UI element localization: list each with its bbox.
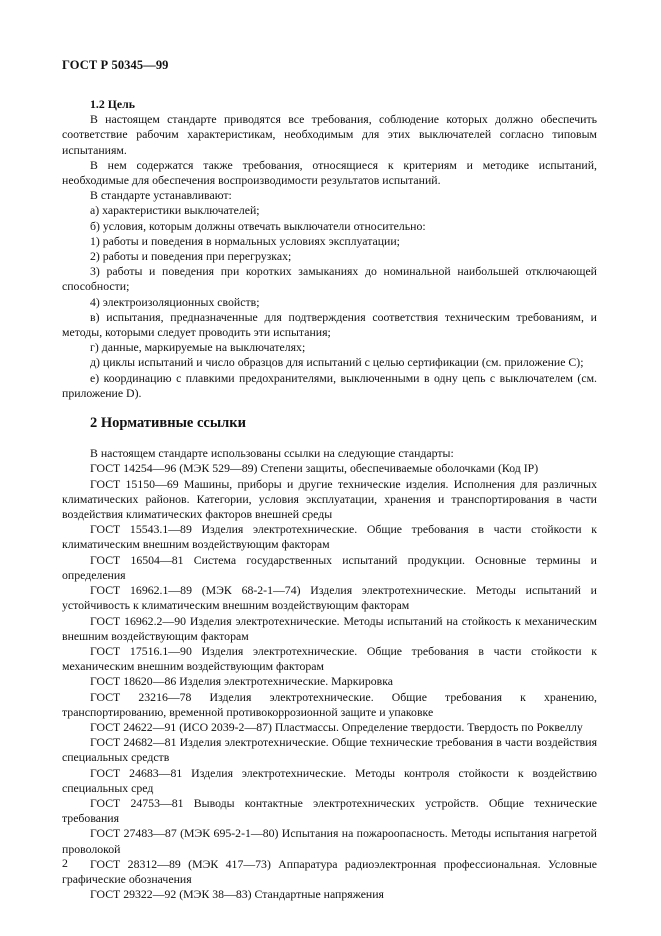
document-header: ГОСТ Р 50345—99 [62,58,169,72]
reference-item: ГОСТ 23216—78 Изделия электротехнические. Общие требования к хранению, транспортированию, временной противокоррозионной защите и упаковке [62,689,597,719]
list-item: д) циклы испытаний и число образцов для испытаний с целью сертификации (см. приложение С); [90,355,584,370]
reference-item: ГОСТ 24682—81 Изделия электротехнические. Общие технические требования в части воздействия специальных средств [62,735,597,765]
reference-item: ГОСТ 29322—92 (МЭК 38—83) Стандартные напряжения [90,887,384,902]
reference-item: ГОСТ 14254—96 (МЭК 529—89) Степени защиты, обеспечиваемые оболочками (Код IP) [90,461,539,476]
reference-item: ГОСТ 16504—81 Система государственных испытаний продукции. Основные термины и определения [62,552,597,582]
reference-item: ГОСТ 15150—69 Машины, приборы и другие технические изделия. Исполнения для различных климатических районов. Категории, условия эксплуатации, хранения и транспортирования в части воздействия климатических факторов внешней среды [62,476,597,522]
reference-item: ГОСТ 15543.1—89 Изделия электротехнические. Общие требования в части стойкости к климатическим внешним воздействующим факторам [62,522,597,552]
reference-item: ГОСТ 18620—86 Изделия электротехнические. Маркировка [90,674,393,689]
reference-item: ГОСТ 24622—91 (ИСО 2039-2—87) Пластмассы. Определение твердости. Твердость по Роквеллу [90,719,583,734]
list-item: а) характеристики выключателей; [90,203,260,218]
reference-item: ГОСТ 16962.2—90 Изделия электротехнические. Методы испытаний на стойкость к механическим внешним воздействующим факторам [62,613,597,643]
reference-item: ГОСТ 24753—81 Выводы контактные электротехнических устройств. Общие технические требования [62,795,597,826]
references-intro: В настоящем стандарте использованы ссылки на следующие стандарты: [90,446,454,461]
reference-item: ГОСТ 28312—89 (МЭК 417—73) Аппаратура радиоэлектронная профессиональная. Условные графические обозначения [62,856,597,886]
list-item: г) данные, маркируемые на выключателях; [90,340,306,355]
list-item: е) координацию с плавкими предохранителями, выключенными в одну цепь с выключателем (см. приложение D). [62,370,597,400]
paragraph: В стандарте устанавливают: [90,188,232,203]
list-item: б) условия, которым должны отвечать выключатели относительно: [90,218,426,233]
list-item: 1) работы и поведения в нормальных условиях эксплуатации; [90,233,400,248]
paragraph: В нем содержатся также требования, относящиеся к критериям и методике испытаний, необходимые для обеспечения воспроизводимости результатов испытаний. [62,157,597,188]
list-item: в) испытания, предназначенные для подтверждения соответствия техническим требованиям, и методы, которыми следует проводить эти испытания; [62,309,597,340]
page-number: 2 [62,856,68,870]
page-content [62,97,597,902]
list-item: 3) работы и поведения при коротких замыканиях до номинальной наибольшей отключающей способности; [62,264,597,294]
reference-item: ГОСТ 17516.1—90 Изделия электротехнические. Общие требования в части стойкости к механическим внешним воздействующим факторам [62,643,597,674]
section-1-2-title: 1.2 Цель [90,97,135,111]
list-item: 4) электроизоляционных свойств; [90,294,260,309]
section-2-title: 2 Нормативные ссылки [90,415,246,432]
reference-item: ГОСТ 27483—87 (МЭК 695-2-1—80) Испытания на пожароопасность. Методы испытания нагретой проволокой [62,826,597,856]
paragraph: В настоящем стандарте приводятся все требования, соблюдение которых должно обеспечить соответствие рабочим характеристикам, необходимым для этих выключателей согласно типовым испытаниям. [62,112,597,157]
list-item: 2) работы и поведения при перегрузках; [90,249,292,264]
reference-item: ГОСТ 24683—81 Изделия электротехнические. Методы контроля стойкости к воздействию специальных сред [62,765,597,795]
references-list [62,446,597,902]
reference-item: ГОСТ 16962.1—89 (МЭК 68-2-1—74) Изделия электротехнические. Методы испытаний и устойчивость к климатическим внешним воздействующим факторам [62,583,597,613]
